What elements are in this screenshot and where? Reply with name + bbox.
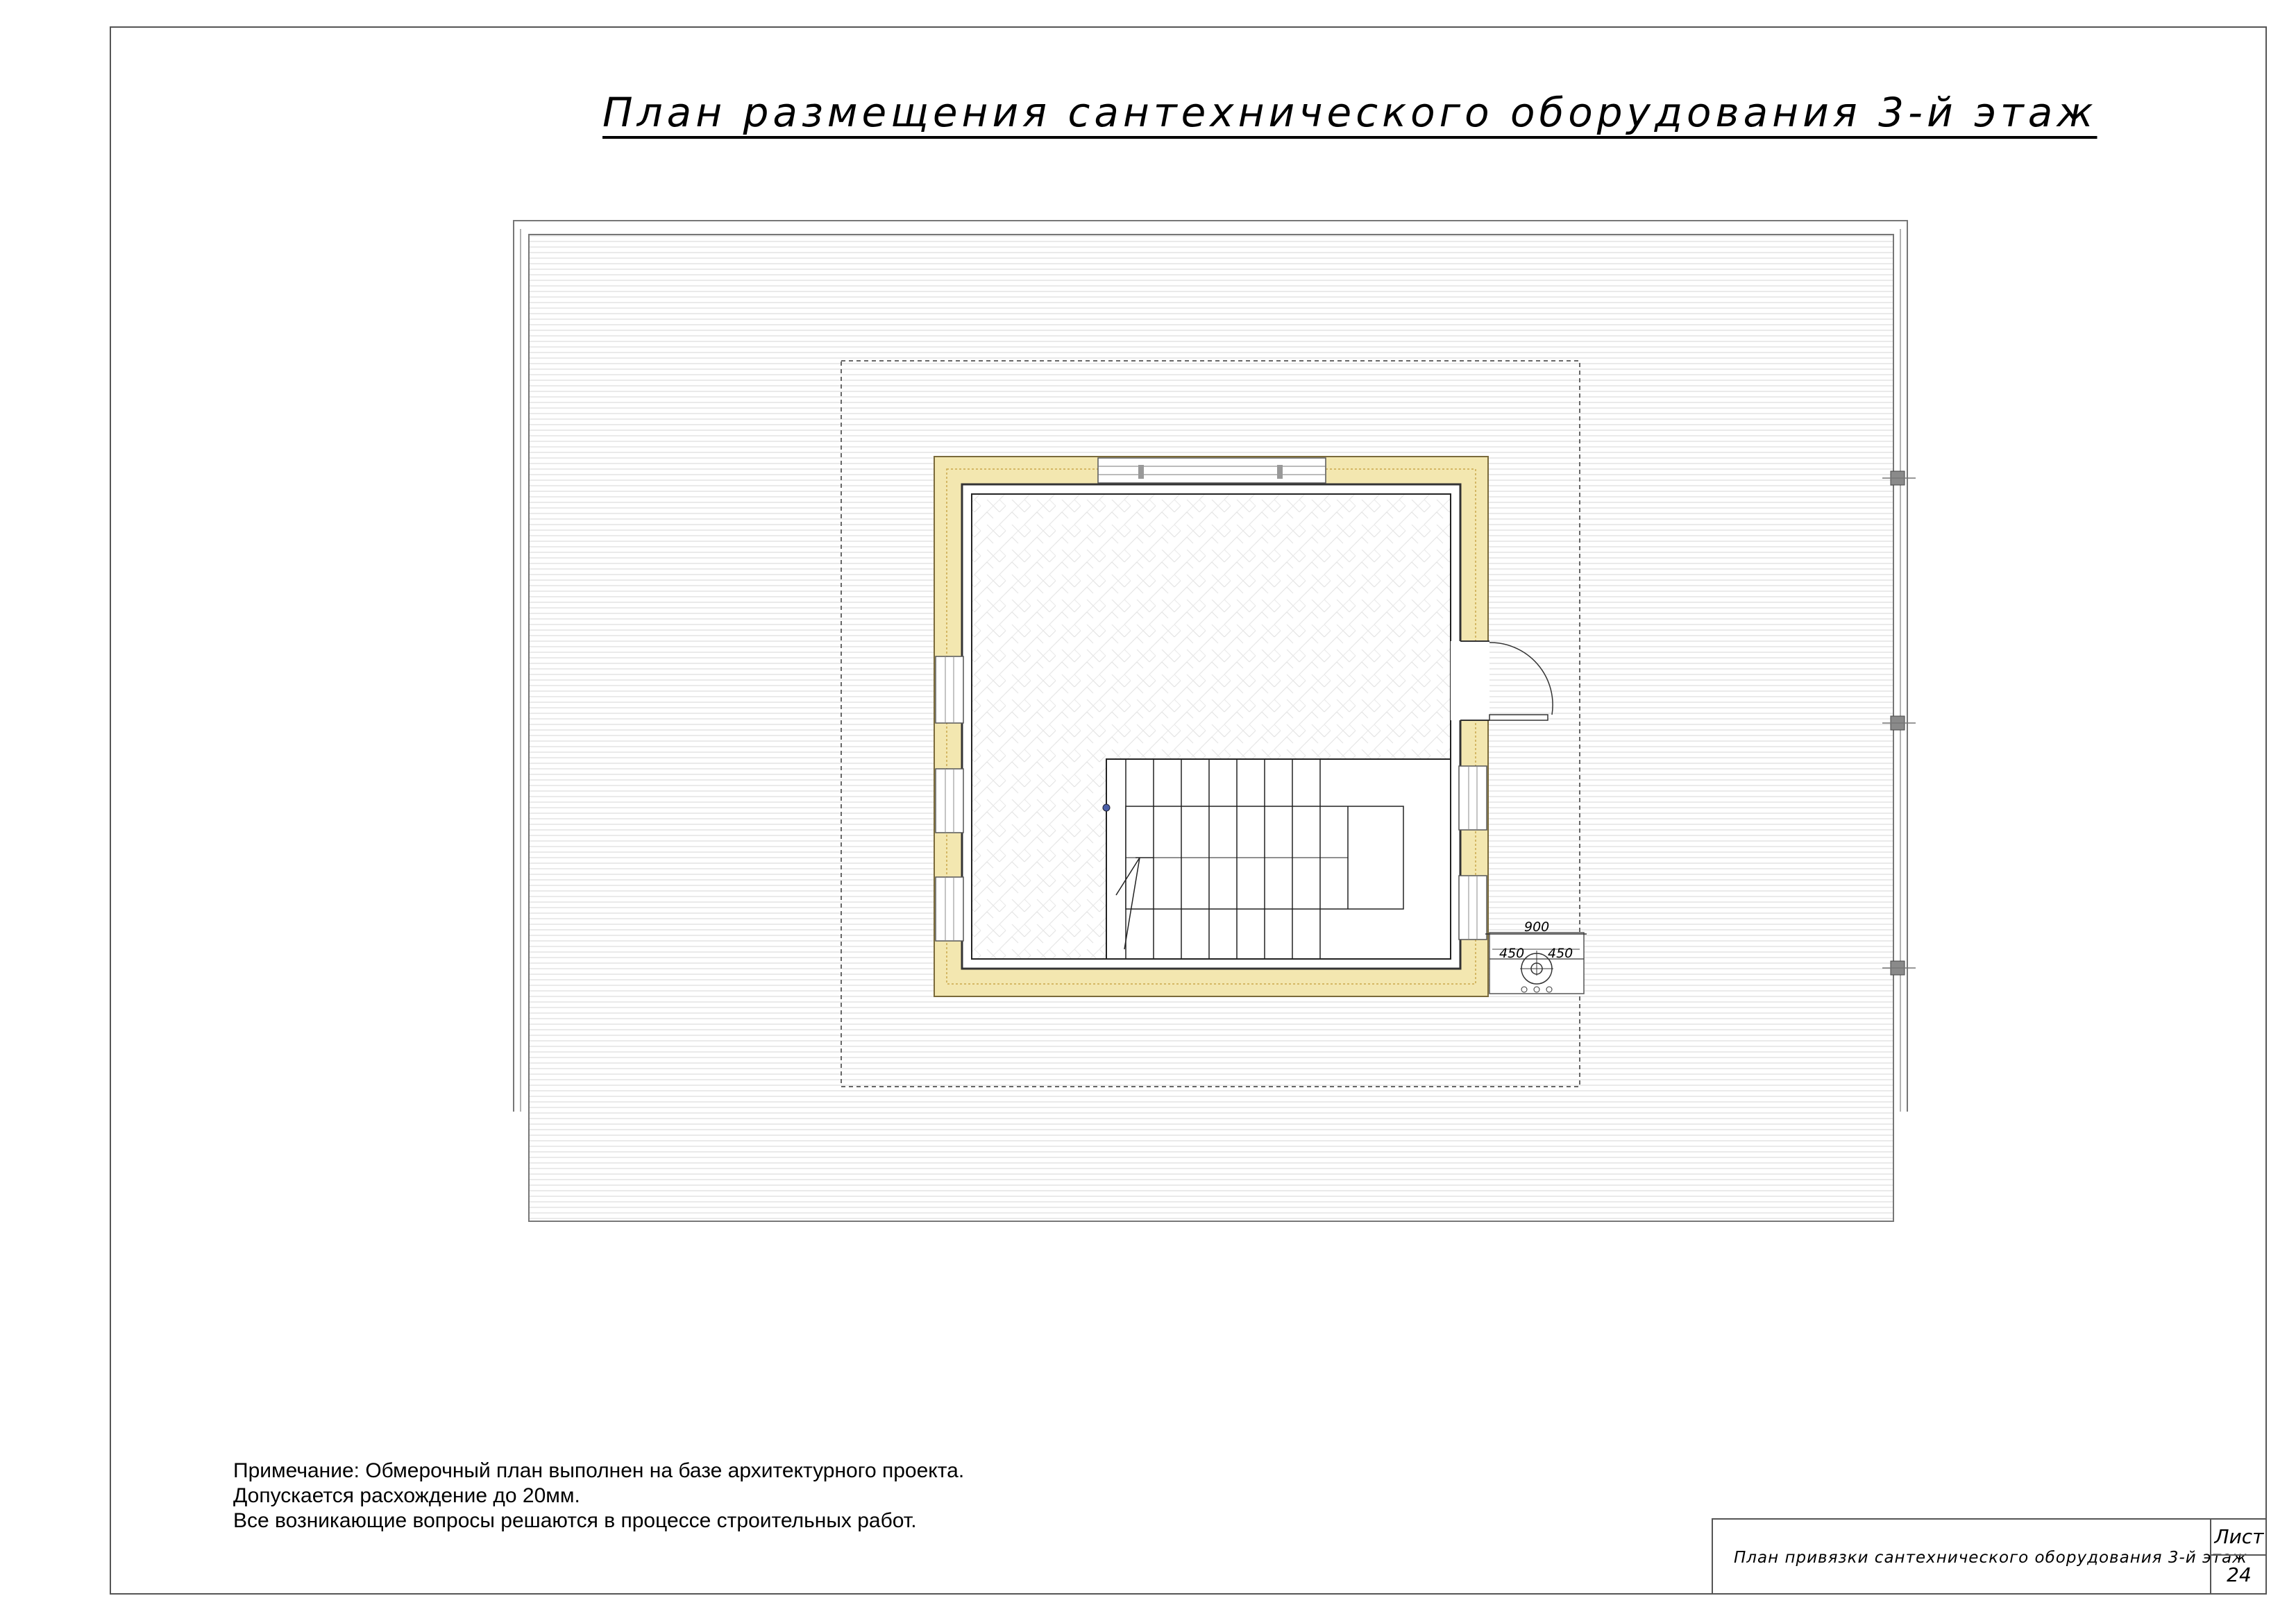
title-block [1712, 1518, 2267, 1595]
dimension-left: 450 [1499, 946, 1525, 961]
dimension-total: 900 [1524, 919, 1550, 935]
top-window [1098, 458, 1326, 483]
page-title: План размещения сантехнического оборудования 3-й этаж [602, 89, 2097, 136]
note-line: Примечание: Обмерочный план выполнен на базе архитектурного проекта. [233, 1459, 965, 1482]
staircase [1103, 759, 1451, 959]
title-block-description: План привязки сантехнического оборудования 3-й этаж [1734, 1549, 2247, 1567]
sheet-number: 24 [2227, 1563, 2252, 1586]
left-windows [936, 656, 963, 941]
sheet-label: Лист [2211, 1520, 2267, 1556]
notes [233, 1459, 964, 1533]
dimension-right: 450 [1548, 946, 1573, 961]
note-line: Все возникающие вопросы решаются в процессе строительных работ. [233, 1509, 917, 1532]
shower-fixture [1485, 933, 1587, 994]
note-line: Допускается расхождение до 20мм. [233, 1484, 580, 1507]
